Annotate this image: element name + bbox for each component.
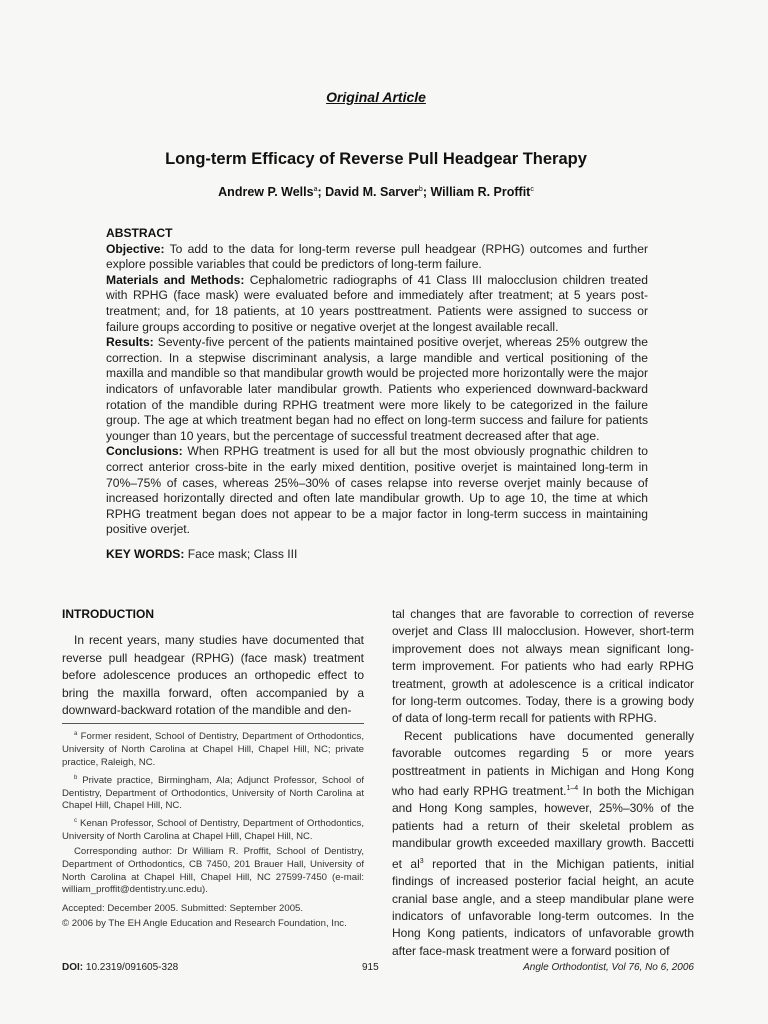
section-label: Original Article — [326, 89, 426, 105]
citation-ref[interactable]: 3 — [419, 857, 424, 865]
footnote-c: $^c$ Kenan Professor, School of Dentistry, Department of Orthodontics, University of North Carolina at Chapel Hill, Chapel Hill, NC. — [62, 818, 364, 843]
abstract-methods: Materials and Methods: Cephalometric radiographs of 41 Class III malocclusion children treated with RPHG (face mask) were evaluated before and immediately after treatment; at 5 years post-treatment; and, for 18 patients, at 10 years posttreatment. Patients were assigned to success or failure groups according to positive or negative overjet at the longest available recall. — [106, 272, 648, 334]
doi: DOI: 10.2319/091605-328 — [62, 962, 179, 973]
abstract-objective: Objective: To add to the data for long-term reverse pull headgear (RPHG) outcomes and further explore possible variables that could be predictors of long-term failure. — [106, 241, 648, 272]
footnote-a: $^a$ Former resident, School of Dentistry, Department of Orthodontics, University of North Carolina at Chapel Hill, Chapel Hill, NC; private practice, Raleigh, NC. — [62, 731, 364, 768]
footnote-correspondence: Corresponding author: Dr William R. Proffit, School of Dentistry, Department of Orthodontics, CB 7450, 201 Brauer Hall, University of North Carolina at Chapel Hill, Chapel Hill, NC 27599-7450 (e-mail: william_proffit@dentistry.unc.edu). — [62, 845, 364, 896]
abstract-results: Results: Seventy-five percent of the patients maintained positive overjet, whereas 25% outgrew the correction. In a stepwise discriminant analysis, a large mandible and vertical positioning of the maxilla and mandible so that mandibular growth would be projected more horizontally were the major indicators of unfavorable later mandibular growth. Patients who experienced downward-backward rotation of the mandible during RPHG treatment were more likely to be categorized in the failure group. The age at which treatment began had no effect on long-term success and failure for patients younger than 10 years, but the percentage of successful treatment decreased after that age. — [106, 335, 648, 443]
author-mark: c — [530, 185, 534, 193]
article-title: Long-term Efficacy of Reverse Pull Headgear Therapy — [165, 150, 587, 168]
body-paragraph: Recent publications have documented generally favorable outcomes regarding 5 or more years posttreatment in patients in Michigan and Hong Kong who had early RPHG treatment.$^{1-4}$ In both the Michigan and Hong Kong samples, however, 25%–30% of the patients had a return of their skeletal problem as mandibular growth exceeded maxillary growth. Baccetti et al$^3$ reported that in the Michigan patients, initial findings of increased posterior facial height, an acute cranial base angle, and a steep mandibular plane were indicators of unfavorable long-term outcomes. In the Hong Kong patients, indicators of unfavorable growth after face-mask treatment were a forward position of — [392, 728, 695, 958]
author-name: William R. Proffit — [430, 185, 531, 199]
body-paragraph: In recent years, many studies have documented that reverse pull headgear (RPHG) (face mask) treatment before adolescence produces an orthopedic effect to bring the maxilla forward, often accompanied by a downward-backward rotation of the mandible and den- — [62, 633, 364, 718]
author-mark: b — [418, 185, 423, 193]
footnote-divider — [62, 723, 364, 724]
body-paragraph: tal changes that are favorable to correction of reverse overjet and Class III malocclusion. However, short-term improvement does not always mean significant long-term improvement. For patients who had early RPHG treatment, growth at adolescence is a critical indicator for long-term outcomes. Today, there is a growing body of data of long-term recall for patients with RPHG. — [392, 607, 694, 726]
author-mark: a — [313, 185, 318, 193]
citation-ref[interactable]: 1–4 — [566, 785, 579, 793]
keywords: KEY WORDS: Face mask; Class III — [106, 546, 298, 561]
doi-link[interactable]: 10.2319/091605-328 — [83, 962, 179, 973]
left-column — [62, 606, 364, 719]
author-name: Andrew P. Wells — [218, 185, 314, 199]
footnotes — [62, 728, 364, 933]
introduction-heading: INTRODUCTION — [62, 607, 154, 621]
footnote-b: $^b$ Private practice, Birmingham, Ala; Adjunct Professor, School of Dentistry, Department of Orthodontics, University of North Carolina at Chapel Hill, Chapel Hill, NC. — [62, 774, 364, 812]
footnote-dates: Accepted: December 2005. Submitted: September 2005. — [62, 903, 304, 915]
author-list: Andrew P. Wells$^a$; David M. Sarver$^b$; William R. Proffit$^c$ — [218, 185, 534, 199]
abstract-heading: ABSTRACT — [106, 226, 173, 240]
author-name: David M. Sarver — [325, 185, 419, 199]
right-column — [392, 606, 694, 960]
journal-citation: Angle Orthodontist, Vol 76, No 6, 2006 — [523, 962, 694, 973]
abstract-conclusions: Conclusions: When RPHG treatment is used for all but the most obviously prognathic children to correct anterior cross-bite in the early mixed dentition, positive overjet is maintained long-term in 70%–75% of cases, whereas 25%–30% of cases relapse into reverse overjet mainly because of increased horizontally directed and often late mandibular growth. Up to age 10, the time at which RPHG treatment began does not appear to be a major factor in long-term success in maintaining positive overjet. — [106, 444, 648, 537]
abstract — [106, 226, 648, 562]
footnote-copyright: © 2006 by The EH Angle Education and Research Foundation, Inc. — [62, 917, 347, 929]
page-number: 915 — [362, 962, 379, 973]
